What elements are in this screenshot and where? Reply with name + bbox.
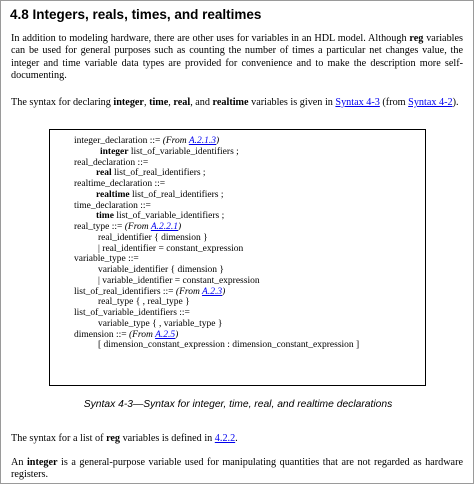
syntax-line-integer-declaration [74, 136, 359, 147]
syntax-intro-text-1: The syntax for declaring [11, 97, 114, 108]
syntax-intro-text-2: variables is given in [248, 97, 336, 108]
syntax-line-time-rule [74, 211, 359, 222]
integer-text-2: is a general-purpose variable used for manipulating quantities that are not regarded as hardware registers. [11, 457, 463, 481]
separator-2: , [168, 97, 174, 108]
intro-text-1: In addition to modeling hardware, there are other uses for variables in an HDL model. Although [11, 33, 410, 44]
syntax-line-realtime-declaration: realtime_declaration ::= [74, 179, 166, 189]
syntax-rule-text: list_of_variable_identifiers ; [128, 146, 239, 157]
intro-paragraph [11, 33, 463, 83]
integer-paragraph [11, 457, 463, 482]
link-a-2-2-1[interactable]: A.2.2.1 [150, 222, 179, 232]
link-a-2-5[interactable]: A.2.5 [155, 329, 176, 340]
production-name: dimension ::= [74, 329, 129, 340]
syntax-line-integer-rule [74, 147, 359, 158]
integer-text-1: An [11, 457, 27, 468]
keyword-reg: reg [106, 433, 121, 444]
syntax-box [49, 129, 426, 386]
syntax-line-variable-type: variable_type ::= [74, 254, 139, 265]
syntax-rule-text: list_of_real_identifiers ; [111, 168, 206, 179]
syntax-line-real-rule [74, 168, 359, 179]
production-name: integer_declaration ::= [74, 136, 163, 146]
syntax-intro-text-4: ). [452, 97, 459, 108]
reg-list-text-2: variables is defined in [120, 433, 215, 444]
keyword-reg: reg [409, 33, 424, 44]
from-close: ) [222, 286, 226, 297]
keyword-realtime: realtime [212, 97, 249, 108]
syntax-line-real-declaration: real_declaration ::= [74, 157, 149, 168]
syntax-line-list-of-real-identifiers [74, 287, 359, 298]
syntax-intro-text-3: (from [379, 97, 409, 108]
syntax-keyword: integer [100, 146, 129, 157]
from-close: ) [216, 136, 220, 146]
syntax-lines [74, 136, 359, 351]
production-name: list_of_real_identifiers ::= [74, 286, 176, 297]
separator-3: , and [190, 97, 213, 108]
from-close: ) [178, 222, 182, 232]
from-label: (From [175, 286, 203, 297]
syntax-line-variable-type-rule-1: variable_identifier { dimension } [98, 265, 224, 275]
syntax-keyword: time [96, 211, 114, 222]
syntax-line-variable-type-rule-2: | variable_identifier = constant_expression [98, 275, 260, 286]
syntax-line-list-of-variable-identifiers: list_of_variable_identifiers ::= [74, 308, 190, 318]
from-label: (From [124, 222, 151, 232]
syntax-line-list-of-real-identifiers-rule: real_type { , real_type } [98, 297, 190, 308]
syntax-line-real-type [74, 222, 359, 233]
keyword-integer: integer [113, 97, 144, 108]
syntax-line-realtime-rule [74, 190, 359, 201]
link-a-2-1-3[interactable]: A.2.1.3 [188, 136, 217, 146]
reg-list-text-3: . [235, 433, 238, 444]
link-a-2-3[interactable]: A.2.3 [202, 286, 223, 297]
syntax-line-real-type-rule-2: | real_identifier = constant_expression [98, 243, 244, 254]
syntax-rule-text: list_of_real_identifiers ; [129, 189, 224, 200]
from-label: (From [162, 136, 189, 146]
syntax-keyword: real [96, 168, 112, 179]
syntax-line-list-of-variable-identifiers-rule: variable_type { , variable_type } [98, 318, 223, 329]
section-heading: 4.8 Integers, reals, times, and realtimes [10, 7, 262, 22]
link-4-2-2[interactable]: 4.2.2 [214, 433, 236, 444]
from-label: (From [128, 329, 156, 340]
syntax-line-dimension [74, 330, 359, 341]
keyword-integer: integer [26, 457, 58, 468]
syntax-rule-text: list_of_variable_identifiers ; [113, 211, 225, 222]
syntax-line-real-type-rule-1: real_identifier { dimension } [98, 232, 208, 243]
link-syntax-4-2[interactable]: Syntax 4-2 [408, 97, 453, 108]
separator-1: , [143, 97, 150, 108]
from-close: ) [175, 329, 179, 340]
reg-list-paragraph [11, 433, 463, 445]
syntax-caption: Syntax 4-3—Syntax for integer, time, real, and realtime declarations [83, 399, 393, 410]
intro-text-2: variables can be used for general purposes such as counting the number of times a particular net changes value, the integer and time variable data types are provided for convenience and to make the description more self-documenting. [11, 33, 463, 82]
link-syntax-4-3[interactable]: Syntax 4-3 [335, 97, 380, 108]
syntax-intro-paragraph [11, 97, 463, 109]
syntax-keyword: realtime [96, 189, 130, 200]
syntax-line-time-declaration: time_declaration ::= [74, 200, 151, 211]
production-name: real_type ::= [74, 222, 125, 232]
reg-list-text-1: The syntax for a list of [11, 433, 107, 444]
keyword-real: real [173, 97, 191, 108]
syntax-line-dimension-rule: [ dimension_constant_expression : dimension_constant_expression ] [98, 340, 360, 351]
keyword-time: time [149, 97, 169, 108]
